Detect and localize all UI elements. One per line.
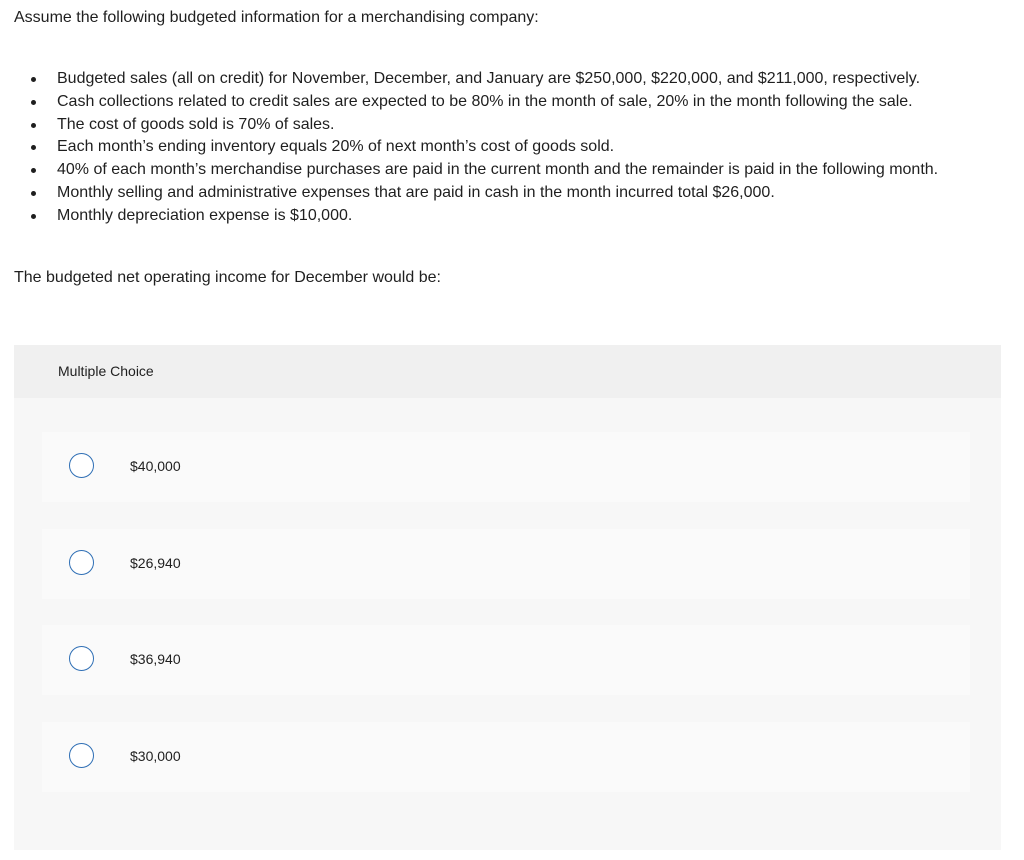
choice-label: $26,940	[130, 555, 181, 571]
assumption-item: Each month’s ending inventory equals 20% of next month’s cost of goods sold.	[14, 136, 938, 159]
multiple-choice-panel	[14, 345, 1001, 850]
choice-label: $36,940	[130, 651, 181, 667]
choice-option-d[interactable]	[42, 722, 970, 792]
assumption-item: 40% of each month’s merchandise purchases are paid in the current month and the remainder is paid in the following month.	[14, 159, 938, 182]
choice-option-b[interactable]	[42, 529, 970, 599]
radio-button-icon[interactable]	[69, 453, 94, 478]
assumptions-list	[14, 68, 938, 228]
assumption-item: The cost of goods sold is 70% of sales.	[14, 114, 938, 137]
choice-label: $40,000	[130, 458, 181, 474]
radio-button-icon[interactable]	[69, 743, 94, 768]
assumption-item: Monthly depreciation expense is $10,000.	[14, 205, 938, 228]
question-prompt: The budgeted net operating income for December would be:	[14, 269, 441, 286]
assumption-item: Budgeted sales (all on credit) for November, December, and January are $250,000, $220,000, and $211,000, respectively.	[14, 68, 938, 91]
problem-intro: Assume the following budgeted information for a merchandising company:	[14, 9, 539, 26]
choice-label: $30,000	[130, 748, 181, 764]
radio-button-icon[interactable]	[69, 646, 94, 671]
assumption-item: Cash collections related to credit sales are expected to be 80% in the month of sale, 20% in the month following the sale.	[14, 91, 938, 114]
multiple-choice-header	[14, 345, 1001, 398]
assumption-item: Monthly selling and administrative expenses that are paid in cash in the month incurred total $26,000.	[14, 182, 938, 205]
multiple-choice-label: Multiple Choice	[58, 363, 154, 379]
choice-option-c[interactable]	[42, 625, 970, 695]
choice-option-a[interactable]	[42, 432, 970, 502]
radio-button-icon[interactable]	[69, 550, 94, 575]
